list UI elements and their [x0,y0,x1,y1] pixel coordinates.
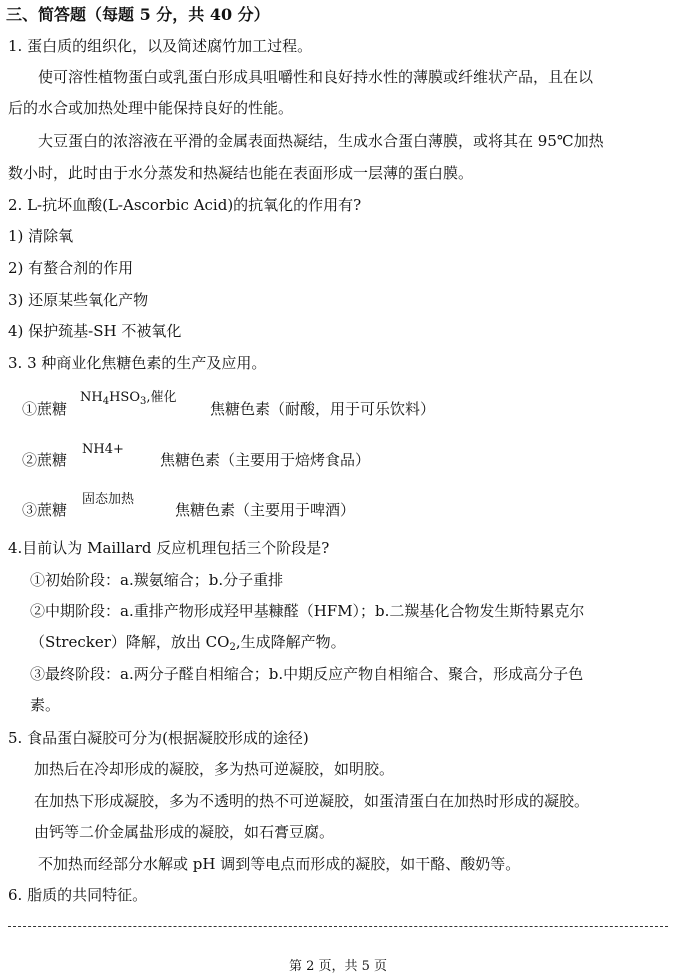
maillard-stage-1: ①初始阶段：a.羰氨缩合；b.分子重排 [30,571,284,589]
gel-type-3: 由钙等二价金属盐形成的凝胶，如石膏豆腐。 [34,823,335,841]
caramel-row-1-lead: ①蔗糖 [22,400,68,418]
answer-2-item-1: 1) 清除氧 [8,227,74,245]
caramel-row-3-lead: ③蔗糖 [22,501,68,519]
section-title: 三、简答题（每题 5 分，共 40 分） [6,5,270,24]
gel-type-1: 加热后在冷却形成的凝胶，多为热可逆凝胶，如明胶。 [34,760,395,778]
maillard-stage-3-line1: ③最终阶段：a.两分子醛自相缩合；b.中期反应产物自相缩合、聚合，形成高分子色 [30,665,584,683]
caramel-row-1-result: 焦糖色素（耐酸，用于可乐饮料） [210,400,436,418]
answer-1-para2-line2: 数小时，此时由于水分蒸发和热凝结也能在表面形成一层薄的蛋白膜。 [8,164,474,182]
caramel-row-2-condition: NH4+ [82,442,124,457]
question-4: 4.目前认为 Maillard 反应机理包括三个阶段是? [8,539,330,557]
gel-type-2: 在加热下形成凝胶，多为不透明的热不可逆凝胶，如蛋清蛋白在加热时形成的凝胶。 [34,792,590,810]
page-footer: 第 2 页，共 5 页 [288,959,388,974]
caramel-row-1-condition: $NH_4HSO_3$,催化 [80,390,177,407]
answer-2-item-2: 2) 有螯合剂的作用 [8,259,134,277]
question-6: 6. 脂质的共同特征。 [8,886,148,904]
answer-1-para1-line2: 后的水合或加热处理中能保持良好的性能。 [8,99,294,117]
answer-2-item-4: 4) 保护巯基-SH 不被氧化 [8,322,182,340]
caramel-row-3-condition: 固态加热 [82,492,135,507]
answer-1-para2-line1: 大豆蛋白的浓溶液在平滑的金属表面热凝结，生成水合蛋白薄膜，或将其在 95℃加热 [38,132,604,150]
question-5: 5. 食品蛋白凝胶可分为(根据凝胶形成的途径) [8,729,309,747]
question-1: 1. 蛋白质的组织化，以及简述腐竹加工过程。 [8,37,313,55]
maillard-stage-3-line2: 素。 [30,696,61,714]
question-2: 2. L-抗坏血酸(L-Ascorbic Acid)的抗氧化的作用有? [8,196,362,214]
answer-2-item-3: 3) 还原某些氧化产物 [8,291,149,309]
caramel-row-3-result: 焦糖色素（主要用于啤酒） [175,501,356,519]
divider-line [8,926,668,927]
answer-1-para1-line1: 使可溶性植物蛋白或乳蛋白形成具咀嚼性和良好持水性的薄膜或纤维状产品，且在以 [38,68,594,86]
maillard-stage-2-line1: ②中期阶段：a.重排产物形成羟甲基糠醛（HFM）；b.二羰基化合物发生斯特累克尔 [30,602,585,620]
caramel-row-2-result: 焦糖色素（主要用于焙烤食品） [160,451,371,469]
question-3: 3. 3 种商业化焦糖色素的生产及应用。 [8,354,267,372]
caramel-row-2-lead: ②蔗糖 [22,451,68,469]
maillard-stage-2-line2: （Strecker）降解，放出 $CO_2$,生成降解产物。 [30,633,346,653]
gel-type-4: 不加热而经部分水解或 pH 调到等电点而形成的凝胶，如干酪、酸奶等。 [38,855,521,873]
